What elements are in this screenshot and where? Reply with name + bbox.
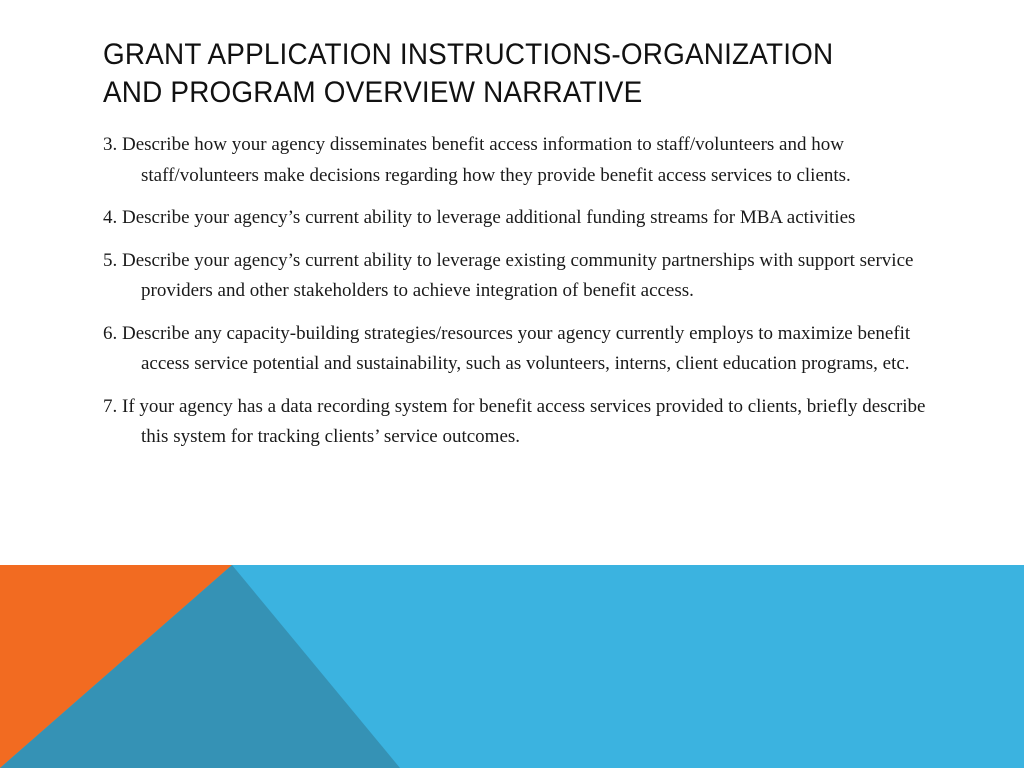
- item-number: 6.: [103, 322, 118, 344]
- list-item: [103, 392, 933, 453]
- item-text: If your agency has a data recording system for benefit access services provided to clients, briefly describe this system for tracking clients’ service outcomes.: [122, 395, 926, 447]
- slide-title: [103, 36, 903, 112]
- list-item: [103, 246, 933, 307]
- title-line-1: GRANT APPLICATION INSTRUCTIONS-ORGANIZATION: [103, 38, 834, 71]
- item-text: Describe any capacity-building strategies/resources your agency currently employs to maximize benefit access service potential and sustainability, such as volunteers, interns, client education programs, etc.: [122, 322, 911, 374]
- item-number: 4.: [103, 207, 118, 228]
- item-number: 3.: [103, 134, 118, 155]
- item-text: Describe how your agency disseminates benefit access information to staff/volunteers and how staff/volunteers make decisions regarding how they provide benefit access services to clients.: [122, 134, 851, 186]
- item-number: 5.: [103, 249, 118, 271]
- instruction-list: [103, 130, 933, 465]
- item-number: 7.: [103, 395, 118, 417]
- list-item: [103, 203, 933, 234]
- list-item: [103, 319, 933, 380]
- title-line-2: AND PROGRAM OVERVIEW NARRATIVE: [103, 76, 643, 109]
- item-text: Describe your agency’s current ability to leverage additional funding streams for MBA activities: [122, 207, 856, 228]
- item-text: Describe your agency’s current ability to leverage existing community partnerships with support service providers and other stakeholders to achieve integration of benefit access.: [122, 249, 914, 301]
- decorative-footer-band: [0, 565, 1024, 768]
- list-item: [103, 130, 933, 191]
